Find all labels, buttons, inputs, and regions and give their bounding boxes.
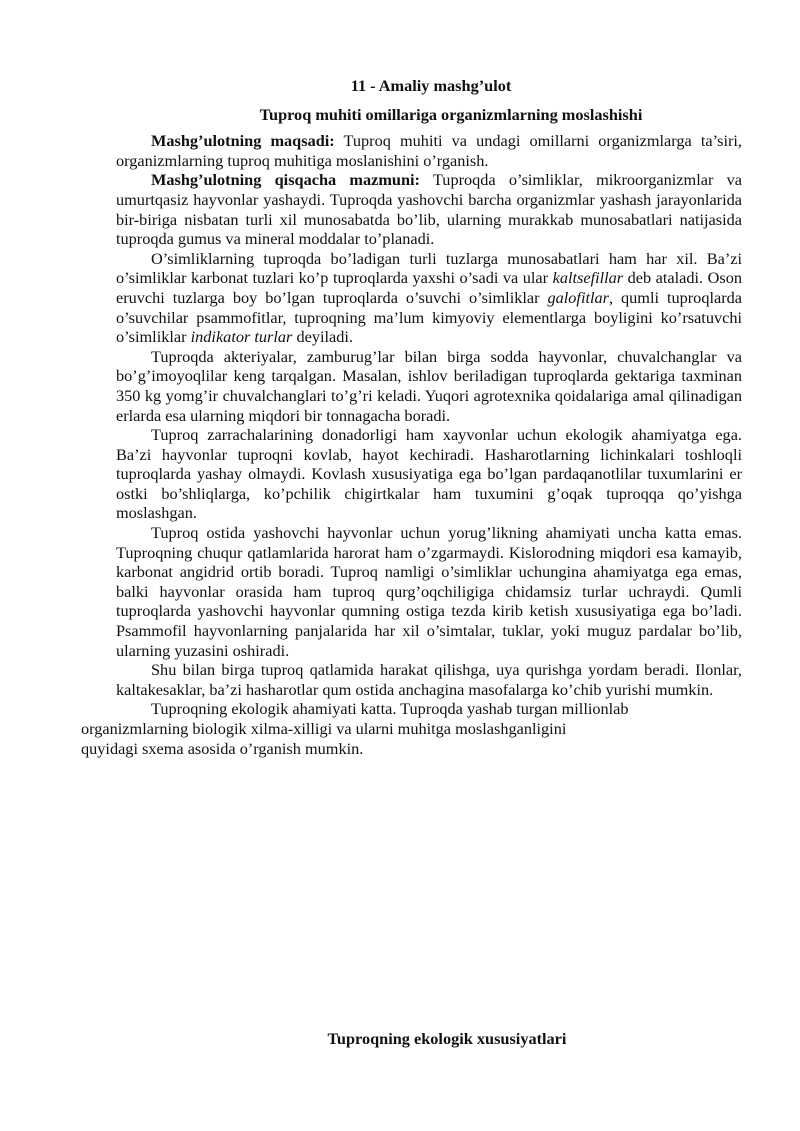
plants-text-3: , qumli tuproqlarda o’suvchilar psammofitlar, tuproqning ma’lum kimyoviy elementlarga boyligini ko’rsatuvchi o’simliklar	[116, 287, 742, 347]
body-paragraph: Shu bilan birga tuproq qatlamida harakat qilishga, uya qurishga yordam beradi. Ilonlar, kaltakesaklar, ba’zi hasharotlar qum ostida anchagina masofalarga ko’chib yurishi mumkin.	[116, 660, 742, 699]
term-kaltsefillar: kaltsefillar	[552, 268, 624, 288]
goal-text: Tuproq muhiti va undagi omillarni organizmlarga ta’siri, organizmlarning tuproq muhitiga moslanishini o’rganish.	[116, 131, 742, 170]
term-indikator-turlar: indikator turlar	[190, 327, 293, 347]
plants-text-1: O’simliklarning tuproqda bo’ladigan turli tuzlarga munosabatlari ham har xil. Ba’zi o’simliklar karbonat tuzlari ko’p tuproqlarda yaxshi o’sadi va ular	[116, 248, 742, 288]
section-title: Tuproqning ekologik xususiyatlari	[327, 1029, 567, 1048]
plants-paragraph	[116, 249, 742, 347]
closing-line-1: Tuproqning ekologik ahamiyati katta. Tuproqda yashab turgan millionlab	[151, 699, 629, 719]
term-galofitlar: galofitlar	[547, 287, 609, 307]
summary-paragraph	[116, 170, 742, 248]
goal-label: Mashg’ulotning maqsadi:	[151, 131, 335, 151]
page-subtitle: Tuproq muhiti omillariga organizmlarning moslashishi	[259, 104, 643, 124]
page-title: 11 - Amaliy mashg’ulot	[350, 76, 512, 95]
closing-paragraph	[81, 699, 742, 758]
closing-line-2: organizmlarning biologik xilma-xilligi va ularni muhitga moslashganligini	[81, 719, 567, 738]
summary-text: Tuproqda o’simliklar, mikroorganizmlar va umurtqasiz hayvonlar yashaydi. Tuproqda yashovchi barcha organizmlar yashash jarayonlarida bir-biriga nisbatan turli xil munosabatda bo’lib, ularning murakkab munosabatlari natijasida tuproqda gumus va mineral moddalar to’planadi.	[116, 170, 742, 249]
plants-text-2: deb ataladi. Oson eruvchi tuzlarga boy bo’lgan tuproqlarda o’suvchi o’simliklar	[116, 268, 742, 307]
body-paragraph: Tuproq zarrachalarining donadorligi ham xayvonlar uchun ekologik ahamiyatga ega. Ba’zi hayvonlar tuproqni kovlab, hayot kechiradi. Hasharotlarning lichinkalari toshloqli tuproqlarda yashay olmaydi. Kovlash xususiyatiga ega bo’lgan pardaqanotlilar tuxumlarini er ostki bo’shliqlarga, ko’pchilik chigirtkalar ham tuxumini g’oqak tuproqqa qo’yishga moslashgan.	[116, 425, 742, 523]
body-paragraph: Tuproq ostida yashovchi hayvonlar uchun yorug’likning ahamiyati uncha katta emas. Tuproqning chuqur qatlamlarida harorat ham o’zgarmaydi. Kislorodning miqdori esa kamayib, karbonat angidrid ortib boradi. Tuproq namligi o’simliklar uchungina ahamiyatga ega emas, balki hayvonlar orasida ham tuproq qurg’oqchiligiga chidamsiz turlar uchraydi. Qumli tuproqlarda yashovchi hayvonlar qumning ostiga tezda kirib ketish xususiyatiga ega bo’ladi. Psammofil hayvonlarning panjalarida har xil o’simtalar, tuklar, yoki muguz pardalar bo’lib, ularning yuzasini oshiradi.	[116, 523, 742, 660]
plants-text-4: deyiladi.	[292, 327, 353, 347]
closing-line-3: quyidagi sxema asosida o’rganish mumkin.	[81, 738, 364, 758]
body-paragraph: Tuproqda akteriyalar, zamburug’lar bilan birga sodda hayvonlar, chuvalchanglar va bo’g’imoyoqlilar keng tarqalgan. Masalan, ishlov beriladigan tuproqlarda gektariga taxminan 350 kg yomg’ir chuvalchanglari to’g’ri keladi. Yuqori agrotexnika qoidalariga amal qilinadigan erlarda esa ularning miqdori bir tonnagacha boradi.	[116, 346, 742, 425]
goal-paragraph	[116, 131, 742, 170]
summary-label: Mashg’ulotning qisqacha mazmuni:	[151, 170, 420, 190]
